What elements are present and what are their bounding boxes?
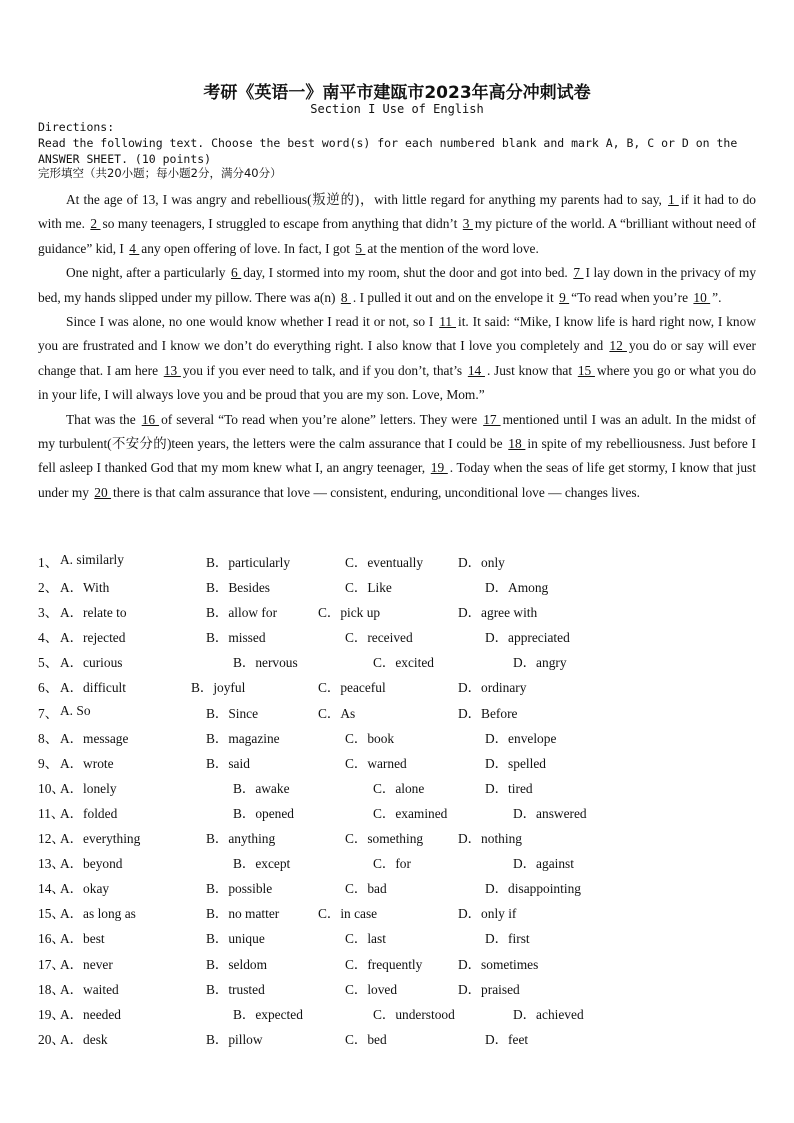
- answer-option[interactable]: C．understood: [373, 1006, 455, 1022]
- answer-option[interactable]: A．needed: [60, 1006, 121, 1022]
- answer-option[interactable]: B．Since: [206, 705, 259, 721]
- passage-text: day, I stormed into my room, shut the door and got into bed.: [243, 265, 572, 281]
- answer-option[interactable]: C．alone: [373, 780, 425, 796]
- question-number: 11、: [38, 805, 65, 821]
- answer-option[interactable]: D．against: [513, 856, 574, 872]
- blank-number: 10: [693, 289, 711, 305]
- answer-option[interactable]: D．first: [485, 931, 530, 947]
- blank-number: 14: [467, 362, 485, 378]
- question-row: [38, 1029, 758, 1054]
- blank-number: 9: [559, 289, 570, 305]
- answer-option[interactable]: D．ordinary: [458, 680, 527, 696]
- question-number: 17、: [38, 956, 65, 972]
- answer-option[interactable]: C．examined: [373, 805, 448, 821]
- answer-option[interactable]: B．seldom: [206, 956, 268, 972]
- question-number: 6、: [38, 680, 59, 696]
- answer-option[interactable]: D．appreciated: [485, 630, 570, 646]
- passage-text: . I pulled it out and on the envelope it: [352, 289, 558, 305]
- answer-option[interactable]: D．envelope: [485, 730, 557, 746]
- passage-text: . Just know that: [486, 362, 576, 378]
- cloze-passage: [38, 188, 756, 505]
- blank-number: 13: [163, 362, 181, 378]
- question-number: 3、: [38, 605, 59, 621]
- passage-text: That was the: [66, 411, 140, 427]
- answer-option[interactable]: C．peaceful: [318, 680, 386, 696]
- answer-option[interactable]: A．beyond: [60, 856, 123, 872]
- answer-option[interactable]: D．Among: [485, 580, 549, 596]
- answer-option[interactable]: B．unique: [206, 931, 265, 947]
- passage-text: it. It said: “Mike, I know life is hard right now, I know you are frustrated and I know we don’t do everything right. I also know that I love you completely and: [38, 314, 756, 354]
- question-number: 9、: [38, 755, 59, 771]
- question-row: [38, 703, 758, 728]
- answer-option[interactable]: C．in case: [318, 906, 378, 922]
- answer-option[interactable]: C．eventually: [345, 555, 424, 570]
- answer-option[interactable]: C．loved: [345, 981, 398, 997]
- passage-text: Since I was alone, no one would know whether I read it or not, so I: [66, 314, 438, 330]
- question-number: 1、: [38, 555, 59, 570]
- answer-option[interactable]: D．Before: [458, 705, 518, 721]
- blank-number: 15: [577, 362, 595, 378]
- blank-number: 5: [355, 240, 366, 256]
- answer-option[interactable]: B．Besides: [206, 580, 270, 596]
- blank-number: 3: [462, 216, 473, 232]
- answer-option[interactable]: A．relate to: [60, 605, 127, 621]
- blank-number: 17: [483, 411, 501, 427]
- passage-text: if it had to do with me.: [38, 192, 757, 232]
- answer-option[interactable]: A．desk: [60, 1031, 108, 1047]
- blank-number: 16: [141, 411, 160, 427]
- answer-option[interactable]: C．received: [345, 630, 413, 646]
- question-row: [38, 1004, 758, 1029]
- question-row: [38, 677, 758, 702]
- answer-option[interactable]: B．possible: [206, 881, 273, 897]
- question-row: [38, 627, 758, 652]
- answer-option[interactable]: C．excited: [373, 655, 434, 671]
- question-list: [38, 552, 758, 1054]
- question-number: 4、: [38, 630, 59, 646]
- blank-number: 8: [340, 289, 351, 305]
- passage-text: of several “To read when you’re alone” letters. They were: [161, 411, 482, 427]
- passage-text: . Today when the seas of life get stormy, I know that just under my: [38, 460, 756, 500]
- passage-text: in spite of my rebelliousness. Just before I fell asleep I thanked God that my mom knew what I, an angry teenager,: [38, 436, 756, 476]
- question-row: [38, 928, 758, 953]
- question-number: 5、: [38, 655, 59, 671]
- question-row: [38, 878, 758, 903]
- passage-text: One night, after a particularly: [66, 265, 230, 281]
- answer-option[interactable]: A．wrote: [60, 755, 114, 771]
- blank-number: 6: [231, 265, 242, 281]
- answer-option[interactable]: D．feet: [485, 1031, 529, 1047]
- answer-option[interactable]: A．folded: [60, 805, 118, 821]
- passage-text: any open offering of love. In fact, I got: [141, 240, 354, 256]
- answer-option[interactable]: A．difficult: [60, 680, 126, 696]
- question-row: [38, 853, 758, 878]
- answer-option[interactable]: D．answered: [513, 805, 587, 821]
- answer-option[interactable]: D．angry: [513, 655, 567, 671]
- answer-option[interactable]: C．book: [345, 730, 395, 746]
- question-row: [38, 652, 758, 677]
- answer-option[interactable]: B．allow for: [206, 605, 278, 621]
- answer-option[interactable]: A. So: [60, 702, 91, 718]
- answer-option[interactable]: D．sometimes: [458, 956, 539, 972]
- question-row: [38, 753, 758, 778]
- question-number: 20、: [38, 1031, 65, 1047]
- answer-option[interactable]: A．With: [60, 580, 110, 596]
- blank-number: 18: [508, 436, 526, 452]
- answer-option[interactable]: A．rejected: [60, 630, 126, 646]
- blank-number: 11: [439, 314, 456, 330]
- directions-text: Read the following text. Choose the best word(s) for each numbered blank and mark A, B, C or D on the ANSWER SHEET. (10 points): [38, 136, 738, 166]
- cloze-instruction: 完形填空（共20小题；每小题2分，满分40分）: [38, 166, 282, 180]
- blank-number: 19: [430, 460, 448, 476]
- answer-option[interactable]: D．praised: [458, 981, 520, 997]
- answer-option[interactable]: B．no matter: [206, 906, 280, 922]
- answer-option[interactable]: A．message: [60, 730, 129, 746]
- answer-option[interactable]: A. similarly: [60, 552, 124, 567]
- question-number: 18、: [38, 981, 65, 997]
- question-number: 19、: [38, 1006, 65, 1022]
- question-row: [38, 903, 758, 928]
- blank-number: 2: [90, 216, 101, 232]
- answer-option[interactable]: B．except: [233, 856, 291, 872]
- question-row: [38, 828, 758, 853]
- answer-option[interactable]: C．something: [345, 831, 424, 847]
- answer-option[interactable]: A．never: [60, 956, 113, 972]
- answer-option[interactable]: B．nervous: [233, 655, 298, 671]
- answer-option[interactable]: C．warned: [345, 755, 407, 771]
- blank-number: 12: [609, 338, 627, 354]
- answer-option[interactable]: C．for: [373, 856, 411, 872]
- question-row: [38, 602, 758, 627]
- question-row: [38, 577, 758, 602]
- passage-text: “To read when you’re: [571, 289, 692, 305]
- question-number: 8、: [38, 730, 59, 746]
- answer-option[interactable]: A．everything: [60, 831, 141, 847]
- answer-option[interactable]: A．okay: [60, 881, 110, 897]
- answer-option[interactable]: A．waited: [60, 981, 119, 997]
- passage-text: where you go or what you do in your life, I will always love you and be proud that you are my son. Love, Mom.”: [38, 362, 757, 403]
- passage-text: you if you ever need to talk, and if you don’t, that’s: [182, 362, 466, 378]
- answer-option[interactable]: B．anything: [206, 831, 276, 847]
- answer-option[interactable]: A．lonely: [60, 780, 117, 796]
- passage-paragraph: [38, 310, 756, 408]
- answer-option[interactable]: B．joyful: [191, 680, 246, 696]
- passage-text: so many teenagers, I struggled to escape from anything that didn’t: [102, 216, 461, 232]
- blank-number: 20: [94, 484, 112, 500]
- question-row: [38, 803, 758, 828]
- question-row: [38, 728, 758, 753]
- answer-option[interactable]: B．expected: [233, 1006, 303, 1022]
- blank-number: 4: [129, 240, 140, 256]
- passage-paragraph: [38, 261, 756, 310]
- answer-option[interactable]: C．pick up: [318, 605, 381, 621]
- question-row: [38, 552, 758, 577]
- answer-option[interactable]: B．said: [206, 755, 250, 771]
- answer-option[interactable]: A．as long as: [60, 906, 136, 922]
- directions-label: Directions:: [38, 120, 115, 134]
- answer-option[interactable]: B．magazine: [206, 730, 280, 746]
- answer-option[interactable]: B．trusted: [206, 981, 265, 997]
- answer-option[interactable]: A．best: [60, 931, 105, 947]
- passage-paragraph: [38, 188, 756, 261]
- answer-option[interactable]: D．only if: [458, 906, 517, 922]
- answer-option[interactable]: B．particularly: [206, 555, 291, 570]
- answer-option[interactable]: B．awake: [233, 780, 290, 796]
- blank-number: 7: [573, 265, 584, 281]
- question-number: 2、: [38, 580, 59, 596]
- answer-option[interactable]: D．spelled: [485, 755, 546, 771]
- passage-text: ”.: [712, 289, 722, 305]
- question-number: 13、: [38, 856, 65, 872]
- passage-text: mentioned until I was an adult. In the midst of my turbulent(不安分的)teen years, the letters were the calm assurance that I could be: [38, 411, 757, 452]
- passage-text: there is that calm assurance that love — consistent, enduring, unconditional love — changes lives.: [113, 484, 640, 500]
- question-number: 7、: [38, 705, 59, 721]
- question-row: [38, 979, 758, 1004]
- page-title: 考研《英语一》南平市建瓯市2023年高分冲刺试卷: [203, 83, 591, 103]
- answer-option[interactable]: D．achieved: [513, 1006, 584, 1022]
- passage-paragraph: [38, 408, 756, 506]
- question-number: 10、: [38, 780, 65, 796]
- passage-text: at the mention of the word love.: [367, 240, 539, 256]
- answer-option[interactable]: D．disappointing: [485, 881, 581, 897]
- answer-option[interactable]: C．frequently: [345, 956, 423, 972]
- passage-text: my picture of the world. A “brilliant without need of guidance” kid, I: [38, 216, 756, 256]
- passage-text: At the age of 13, I was angry and rebellious(叛逆的)，with little regard for anything my parents had to say,: [66, 192, 667, 207]
- question-row: [38, 954, 758, 979]
- answer-option[interactable]: D．agree with: [458, 605, 538, 621]
- question-number: 12、: [38, 831, 65, 847]
- passage-text: you do or say will ever change that. I am here: [38, 338, 757, 378]
- answer-option[interactable]: C．bed: [345, 1031, 387, 1047]
- question-number: 16、: [38, 931, 65, 947]
- answer-option[interactable]: C．Like: [345, 580, 392, 596]
- answer-option[interactable]: D．nothing: [458, 831, 522, 847]
- passage-text: I lay down in the privacy of my bed, my hands slipped under my pillow. There was a(n): [38, 265, 757, 305]
- answer-option[interactable]: B．pillow: [206, 1031, 263, 1047]
- blank-number: 1: [668, 192, 679, 207]
- answer-option[interactable]: C．As: [318, 705, 356, 721]
- answer-option[interactable]: D．tired: [485, 780, 533, 796]
- question-row: [38, 778, 758, 803]
- answer-option[interactable]: A．curious: [60, 655, 123, 671]
- answer-option[interactable]: D．only: [458, 555, 505, 570]
- answer-option[interactable]: B．opened: [233, 805, 294, 821]
- answer-option[interactable]: C．bad: [345, 881, 387, 897]
- section-subtitle: Section I Use of English: [310, 102, 484, 116]
- answer-option[interactable]: C．last: [345, 931, 386, 947]
- answer-option[interactable]: B．missed: [206, 630, 266, 646]
- question-number: 14、: [38, 881, 65, 897]
- question-number: 15、: [38, 906, 65, 922]
